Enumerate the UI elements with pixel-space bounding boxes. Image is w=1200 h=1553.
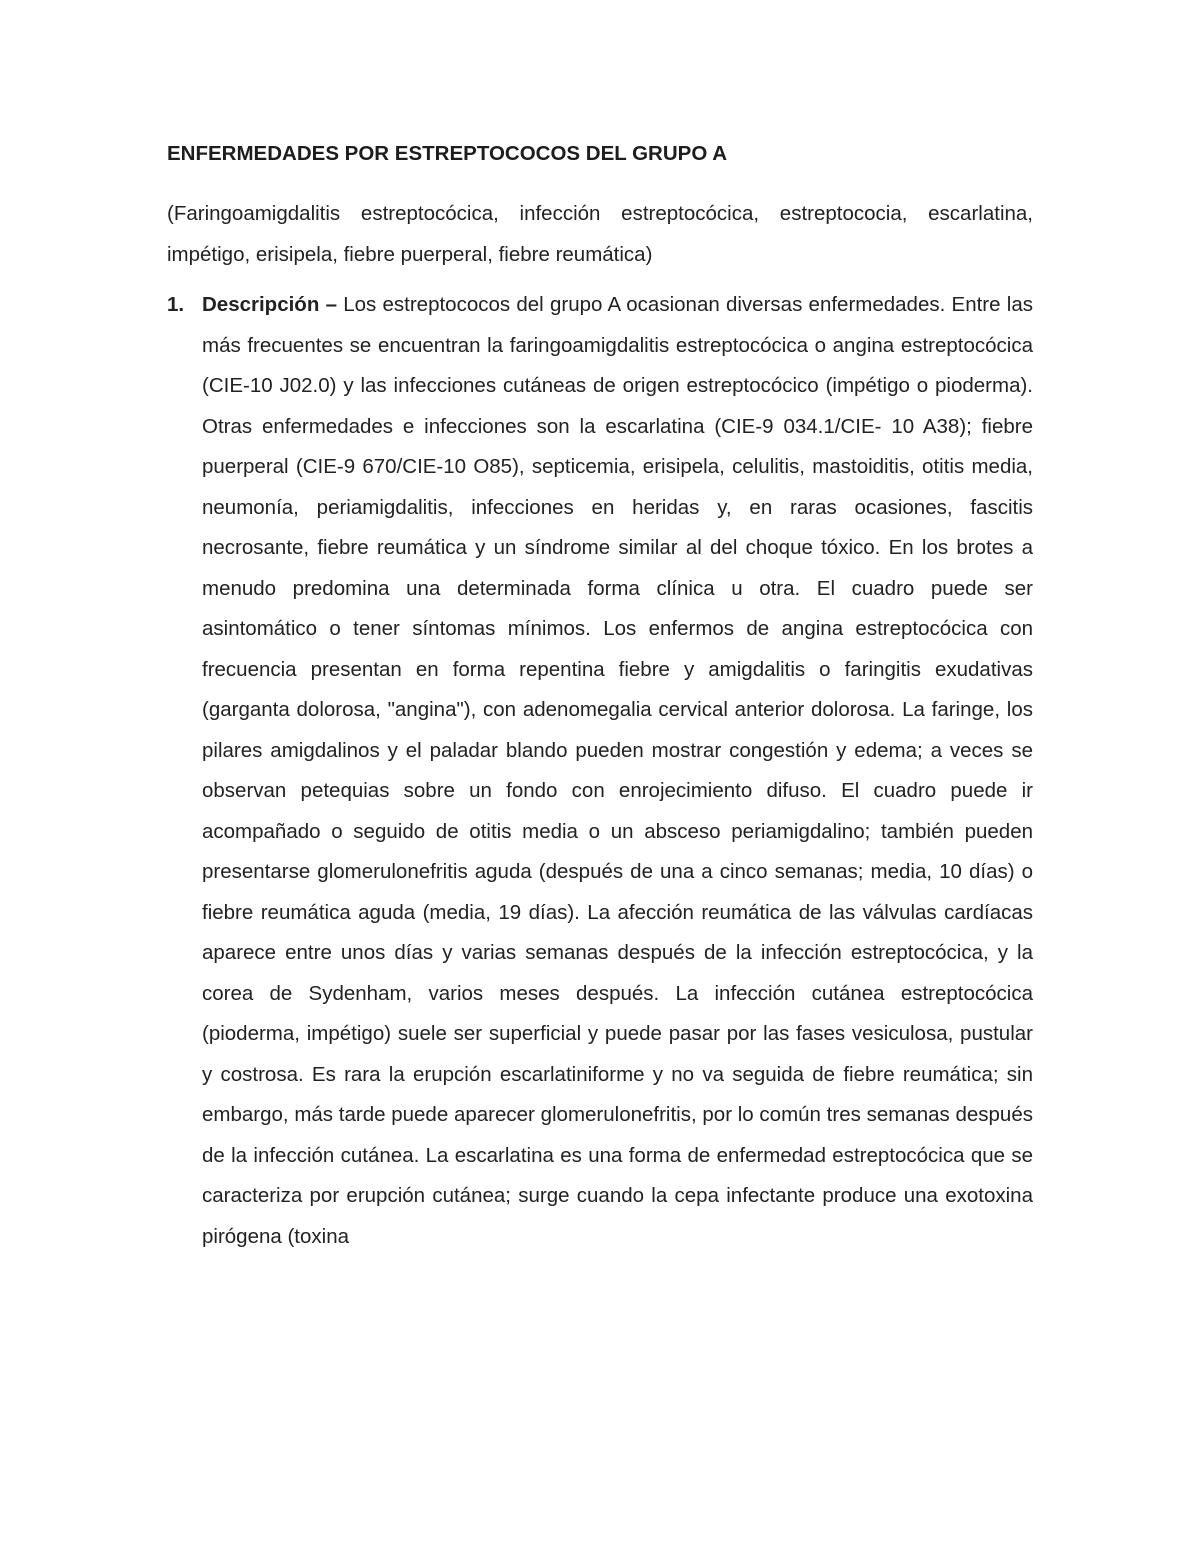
- section-number: 1.: [167, 293, 185, 316]
- document-title: ENFERMEDADES POR ESTREPTOCOCOS DEL GRUPO A: [167, 142, 728, 165]
- section-paragraph: [202, 285, 1033, 1257]
- section-heading: Descripción –: [202, 293, 337, 316]
- document-subtitle: (Faringoamigdalitis estreptocócica, infección estreptocócica, estreptococia, escarlatina, impétigo, erisipela, fiebre puerperal, fiebre reumática): [167, 202, 1033, 266]
- section-text: Los estreptococos del grupo A ocasionan diversas enfermedades. Entre las más frecuentes se encuentran la faringoamigdalitis estreptocócica o angina estreptocócica (CIE-10 J02.0) y las infecciones cutáneas de origen estreptocócico (impétigo o pioderma). Otras enfermedades e infecciones son la escarlatina (CIE-9 034.1/CIE- 10 A38); fiebre puerperal (CIE-9 670/CIE-10 O85), septicemia, erisipela, celulitis, mastoiditis, otitis media, neumonía, periamigdalitis, infecciones en heridas y, en raras ocasiones, fascitis necrosante, fiebre reumática y un síndrome similar al del choque tóxico. En los brotes a menudo predomina una determinada forma clínica u otra. El cuadro puede ser asintomático o tener síntomas mínimos. Los enfermos de angina estreptocócica con frecuencia presentan en forma repentina fiebre y amigdalitis o faringitis exudativas (garganta dolorosa, "angina"), con adenomegalia cervical anterior dolorosa. La faringe, los pilares amigdalinos y el paladar blando pueden mostrar congestión y edema; a veces se observan petequias sobre un fondo con enrojecimiento difuso. El cuadro puede ir acompañado o seguido de otitis media o un absceso periamigdalino; también pueden presentarse glomerulonefritis aguda (después de una a cinco semanas; media, 10 días) o fiebre reumática aguda (media, 19 días). La afección reumática de las válvulas cardíacas aparece entre unos días y varias semanas después de la infección estreptocócica, y la corea de Sydenham, varios meses después. La infección cutánea estreptocócica (pioderma, impétigo) suele ser superficial y puede pasar por las fases vesiculosa, pustular y costrosa. Es rara la erupción escarlatiniforme y no va seguida de fiebre reumática; sin embargo, más tarde puede aparecer glomerulonefritis, por lo común tres semanas después de la infección cutánea. La escarlatina es una forma de enfermedad estreptocócica que se caracteriza por erupción cutánea; surge cuando la cepa infectante produce una exotoxina pirógena (toxina: [202, 293, 1033, 1248]
